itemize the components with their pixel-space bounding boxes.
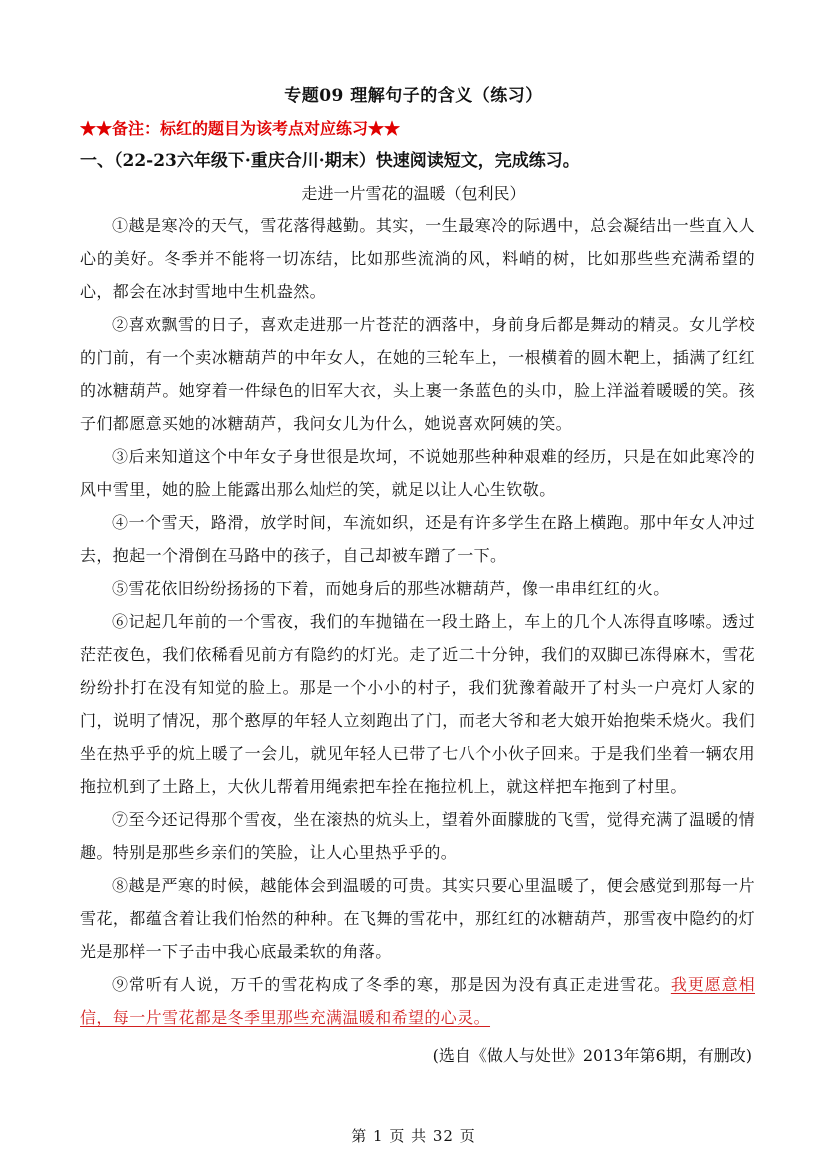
paragraph-2: ②喜欢飘雪的日子，喜欢走进那一片苍茫的洒落中，身前身后都是舞动的精灵。女儿学校的门前，有一个卖冰糖葫芦的中年女人，在她的三轮车上，一根横着的圆木靶上，插满了红红的冰糖葫芦。她穿着一件绿色的旧军大衣，头上裹一条蓝色的头巾，脸上洋溢着暖暖的笑。孩子们都愿意买她的冰糖葫芦，我问女儿为什么，她说喜欢阿姨的笑。 xyxy=(80,315,755,433)
paragraph-5: ⑤雪花依旧纷纷扬扬的下着，而她身后的那些冰糖葫芦，像一串串红红的火。 xyxy=(112,579,670,598)
page-number: 第 1 页 共 32 页 xyxy=(351,1127,476,1145)
paragraph-6: ⑥记起几年前的一个雪夜，我们的车抛锚在一段土路上，车上的几个人冻得直哆嗦。透过茫茫夜色，我们依稀看见前方有隐约的灯光。走了近二十分钟，我们的双脚已冻得麻木，雪花纷纷扑打在没有知觉的脸上。那是一个小小的村子，我们犹豫着敲开了村头一户亮灯人家的门，说明了情况，那个憨厚的年轻人立刻跑出了门，而老大爷和老大娘开始抱柴禾烧火。我们坐在热乎乎的炕上暖了一会儿，就见年轻人已带了七八个小伙子回来。于是我们坐着一辆农用拖拉机到了土路上，大伙儿帮着用绳索把车拴在拖拉机上，就这样把车拖到了村里。 xyxy=(80,612,755,796)
paragraph-3: ③后来知道这个中年女子身世很是坎坷，不说她那些种种艰难的经历，只是在如此寒冷的风中雪里，她的脸上能露出那么灿烂的笑，就足以让人心生钦敬。 xyxy=(80,447,755,499)
page-title: 专题09 理解句子的含义（练习） xyxy=(284,86,543,106)
section-heading: 一、（22-23六年级下·重庆合川·期末）快速阅读短文，完成练习。 xyxy=(80,151,580,171)
article-body xyxy=(80,209,755,1034)
paragraph-8: ⑧越是严寒的时候，越能体会到温暖的可贵。其实只要心里温暖了，便会感觉到那每一片雪花，都蕴含着让我们怡然的种种。在飞舞的雪花中，那红红的冰糖葫芦，那雪夜中隐约的灯光是那样一下子击中我心底最柔软的角落。 xyxy=(80,876,755,961)
paragraph-4: ④一个雪天，路滑，放学时间，车流如织，还是有许多学生在路上横跑。那中年女人冲过去，抱起一个滑倒在马路中的孩子，自己却被车蹭了一下。 xyxy=(80,513,755,565)
marked-sentence: 我更愿意相信，每一片雪花都是冬季里那些充满温暖和希望的心灵。 xyxy=(80,975,755,1027)
paragraph-9-text: ⑨常听有人说，万千的雪花构成了冬季的寒，那是因为没有真正走进雪花。 xyxy=(112,975,671,994)
paragraph-9 xyxy=(80,968,755,1034)
red-note: ★★备注：标红的题目为该考点对应练习★★ xyxy=(80,119,401,138)
article-title: 走进一片雪花的温暖（包利民） xyxy=(301,184,526,203)
paragraph-7: ⑦至今还记得那个雪夜，坐在滚热的炕头上，望着外面朦胧的飞雪，觉得充满了温暖的情趣。特别是那些乡亲们的笑脸，让人心里热乎乎的。 xyxy=(80,810,755,862)
source-citation: (选自《做人与处世》2013年第6期，有删改) xyxy=(432,1046,752,1065)
paragraph-1: ①越是寒冷的天气，雪花落得越勤。其实，一生最寒冷的际遇中，总会凝结出一些直入人心的美好。冬季并不能将一切冻结，比如那些流淌的风，料峭的树，比如那些些充满希望的心，都会在冰封雪地中生机盎然。 xyxy=(80,216,755,301)
